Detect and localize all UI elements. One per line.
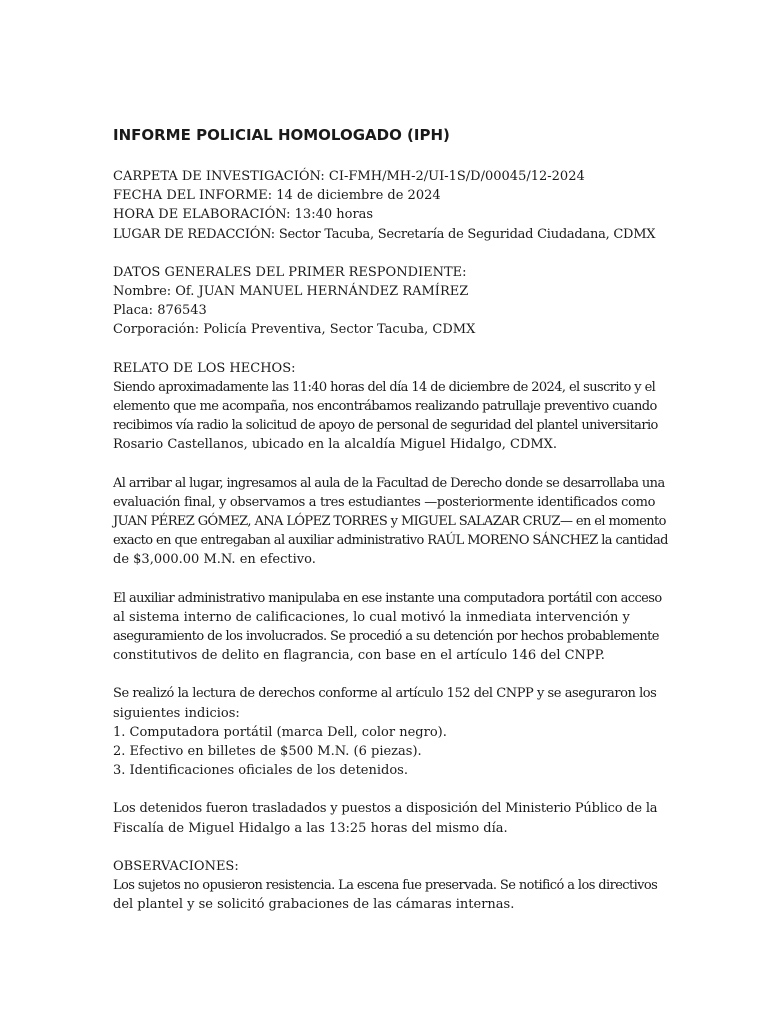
fecha-line: FECHA DEL INFORME: 14 de diciembre de 2024: [113, 188, 441, 204]
paragraph-line: Fiscalía de Miguel Hidalgo a las 13:25 horas del mismo día.: [113, 820, 508, 836]
evidence-item: 1. Computadora portátil (marca Dell, color negro).: [113, 724, 447, 740]
nombre-line: Nombre: Of. JUAN MANUEL HERNÁNDEZ RAMÍREZ: [113, 284, 469, 300]
paragraph-line: evaluación final, y observamos a tres estudiantes —posteriormente identificados como: [113, 494, 656, 510]
paragraph-line: Los detenidos fueron trasladados y puestos a disposición del Ministerio Público de la: [113, 801, 658, 817]
relato-p2-block: [113, 474, 668, 570]
respondiente-heading: DATOS GENERALES DEL PRIMER RESPONDIENTE:: [113, 264, 467, 280]
report-page: [113, 125, 668, 934]
observaciones-heading: OBSERVACIONES:: [113, 858, 239, 874]
relato-heading: RELATO DE LOS HECHOS:: [113, 360, 296, 376]
paragraph-line: Los sujetos no opusieron resistencia. La escena fue preservada. Se notificó a los directivos: [113, 878, 658, 894]
relato-p3-block: [113, 589, 662, 666]
paragraph-line: El auxiliar administrativo manipulaba en ese instante una computadora portátil con acceso: [113, 590, 662, 606]
paragraph-line: JUAN PÉREZ GÓMEZ, ANA LÓPEZ TORRES y MIGUEL SALAZAR CRUZ— en el momento: [113, 514, 666, 530]
header-block: [113, 167, 656, 244]
carpeta-line: CARPETA DE INVESTIGACIÓN: CI-FMH/MH-2/UI-1S/D/00045/12-2024: [113, 169, 585, 184]
lugar-line: LUGAR DE REDACCIÓN: Sector Tacuba, Secretaría de Seguridad Ciudadana, CDMX: [113, 226, 656, 242]
paragraph-line: recibimos vía radio la solicitud de apoyo de personal de seguridad del plantel universitario: [113, 418, 658, 434]
paragraph-line: siguientes indicios:: [113, 705, 240, 721]
paragraph-line: constitutivos de delito en flagrancia, con base en el artículo 146 del CNPP.: [113, 648, 605, 664]
paragraph-line: exacto en que entregaban al auxiliar administrativo RAÚL MORENO SÁNCHEZ la cantidad: [113, 533, 668, 549]
report-title: INFORME POLICIAL HOMOLOGADO (IPH): [113, 126, 450, 144]
respondiente-block: [113, 263, 653, 340]
paragraph-line: Siendo aproximadamente las 11:40 horas del día 14 de diciembre de 2024, el suscrito y el: [113, 379, 656, 395]
paragraph-line: Se realizó la lectura de derechos conforme al artículo 152 del CNPP y se aseguraron los: [113, 686, 657, 702]
paragraph-line: Al arribar al lugar, ingresamos al aula de la Facultad de Derecho donde se desarrollaba una: [113, 475, 665, 491]
hora-line: HORA DE ELABORACIÓN: 13:40 horas: [113, 207, 374, 223]
observaciones-block: [113, 857, 658, 915]
paragraph-line: aseguramiento de los involucrados. Se procedió a su detención por hechos probablemente: [113, 629, 659, 645]
relato-p4-block: [113, 684, 657, 780]
paragraph-line: de $3,000.00 M.N. en efectivo.: [113, 552, 316, 568]
paragraph-line: al sistema interno de calificaciones, lo cual motivó la inmediata intervención y: [113, 609, 630, 625]
paragraph-line: elemento que me acompaña, nos encontrábamos realizando patrullaje preventivo cuando: [113, 399, 657, 415]
paragraph-line: del plantel y se solicitó grabaciones de las cámaras internas.: [113, 897, 515, 913]
evidence-item: 3. Identificaciones oficiales de los detenidos.: [113, 763, 408, 779]
placa-line: Placa: 876543: [113, 303, 207, 319]
paragraph-line: Rosario Castellanos, ubicado en la alcaldía Miguel Hidalgo, CDMX.: [113, 437, 558, 453]
relato-p1-block: [113, 359, 658, 455]
evidence-item: 2. Efectivo en billetes de $500 M.N. (6 piezas).: [113, 744, 422, 760]
relato-p5-block: [113, 799, 658, 837]
corporacion-line: Corporación: Policía Preventiva, Sector Tacuba, CDMX: [113, 322, 476, 338]
